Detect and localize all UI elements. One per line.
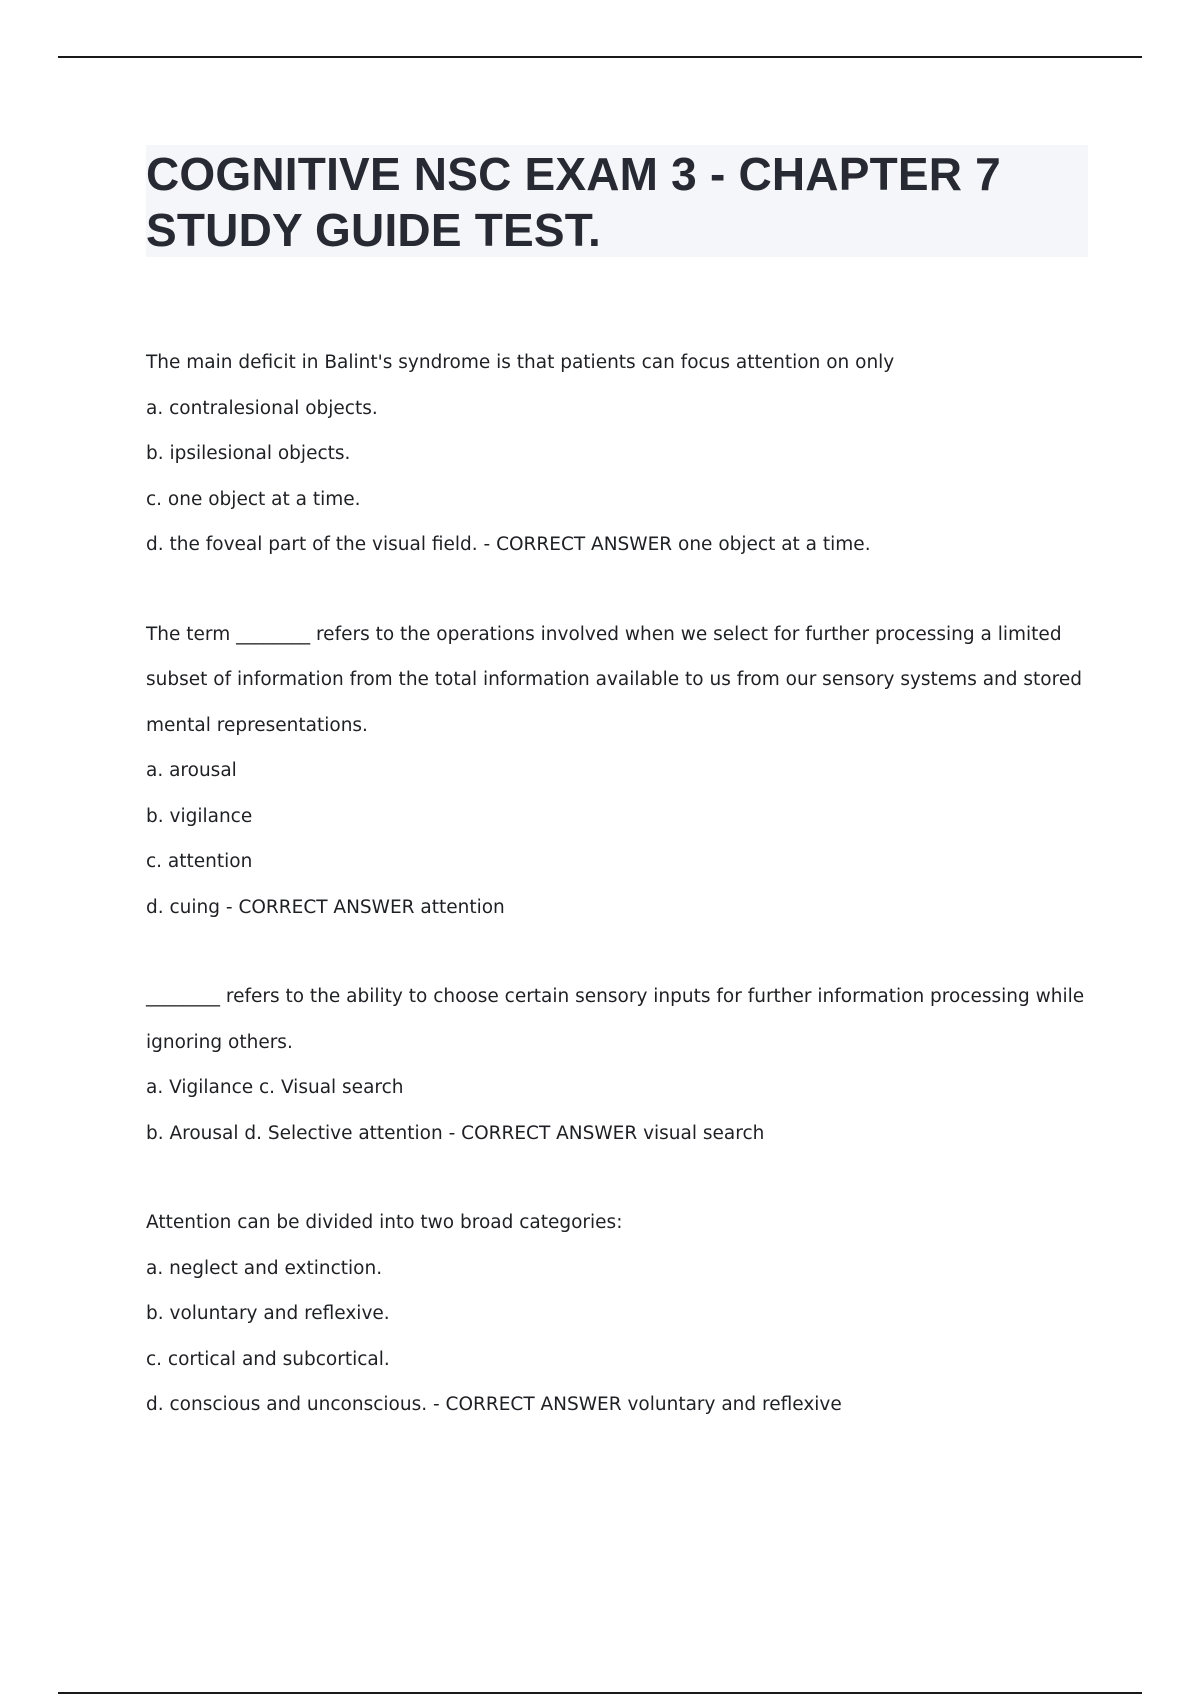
question-2 [146,612,1086,931]
stem-line: The main deficit in Balint's syndrome is that patients can focus attention on only [146,352,895,373]
option-d-answer: d. conscious and unconscious. - CORRECT ANSWER voluntary and reflexive [146,1394,842,1415]
option-b: b. ipsilesional objects. [146,443,351,464]
option-a-c: a. Vigilance c. Visual search [146,1077,404,1098]
top-rule [58,56,1142,58]
option-b-d-answer: b. Arousal d. Selective attention - CORRECT ANSWER visual search [146,1122,765,1144]
question-stem [146,612,1086,749]
stem-line: ________ refers to the ability to choose certain sensory inputs for further information processing while [146,986,1085,1007]
option-c: c. cortical and subcortical. [146,1348,390,1370]
option-b: b. vigilance [146,805,253,827]
title-line-2: STUDY GUIDE TEST. [146,204,601,256]
title-line-1: COGNITIVE NSC EXAM 3 - CHAPTER 7 [146,148,1001,200]
option-b: b. voluntary and reflexive. [146,1303,390,1324]
option-d-answer: d. cuing - CORRECT ANSWER attention [146,896,505,918]
document-body [146,340,1086,1472]
option-c: c. attention [146,851,253,872]
question-stem [146,340,1086,386]
option-d-answer: d. the foveal part of the visual field. - CORRECT ANSWER one object at a time. [146,534,871,555]
option-a: a. neglect and extinction. [146,1257,383,1279]
stem-line: The term ________ refers to the operations involved when we select for further processing a limited [146,623,1062,645]
stem-line: ignoring others. [146,1031,293,1053]
option-c: c. one object at a time. [146,488,361,510]
document-title [146,146,1086,258]
option-a: a. contralesional objects. [146,397,378,419]
bottom-rule [58,1692,1142,1694]
question-1 [146,340,1086,568]
question-4 [146,1200,1086,1428]
question-3 [146,974,1086,1156]
stem-line: mental representations. [146,714,368,736]
stem-line: Attention can be divided into two broad categories: [146,1212,623,1233]
question-stem [146,974,1086,1065]
option-a: a. arousal [146,760,237,781]
stem-line: subset of information from the total information available to us from our sensory systems and stored [146,669,1082,690]
question-stem [146,1200,1086,1246]
